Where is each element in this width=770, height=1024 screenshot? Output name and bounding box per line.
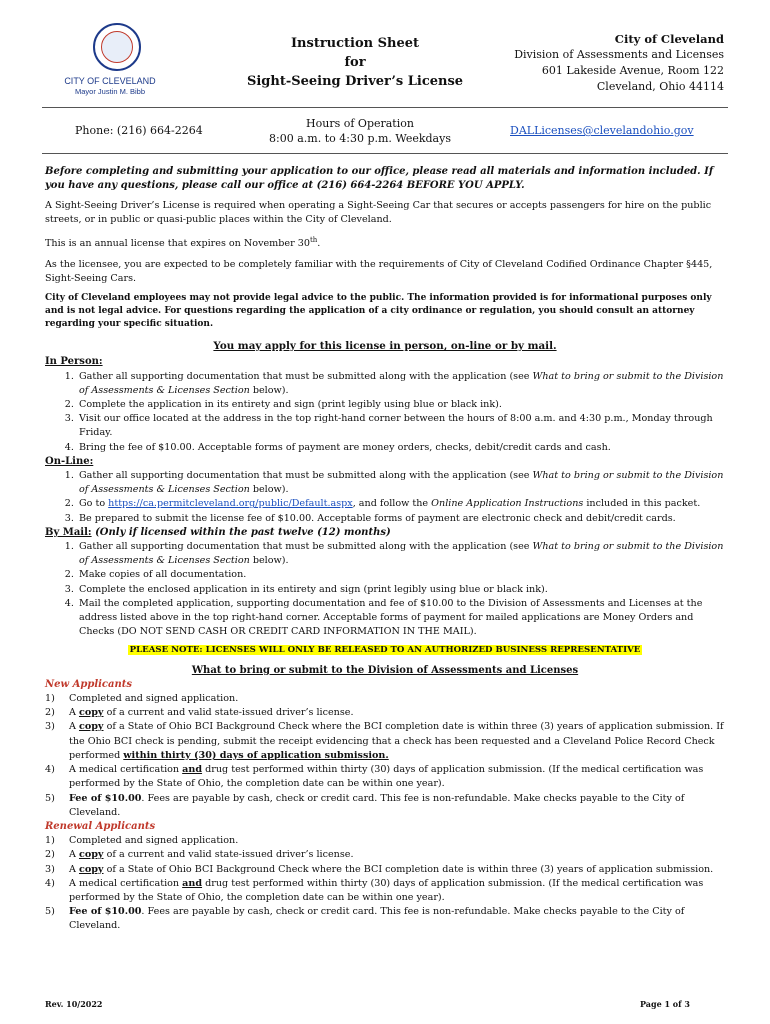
city-state-zip: Cleveland, Ohio 44114: [596, 80, 724, 93]
new-applicants-list: [45, 692, 725, 820]
city-name: CITY OF CLEVELAND: [64, 76, 156, 86]
ordinance-paragraph: As the licensee, you are expected to be completely familiar with the requirements of City of Cleveland Codified Ordinance Chapter §445, Sight-Seeing Cars.: [45, 258, 713, 284]
intro-paragraph: Before completing and submitting your application to our office, please read all materials and information included. If you have any questions, please call our office at (216) 664-2264 BEFORE YOU APPLY.: [45, 166, 714, 191]
title-line-3: Sight-Seeing Driver’s License: [246, 74, 464, 89]
in-person-heading: In Person:: [45, 356, 103, 368]
hours-value: 8:00 a.m. to 4:30 p.m. Weekdays: [269, 132, 451, 145]
in-person-steps: [45, 370, 725, 455]
list-item: 2) A copy of a current and valid state-issued driver’s license.: [45, 849, 354, 861]
list-item: 3) A copy of a State of Ohio BCI Background Check where the BCI completion date is within three (3) years of application submission. If the Ohio BCI check is pending, submit the receipt evidencing that a check has been requested and a Cleveland Police Record Check performed within thirty (30) days of application submission.: [45, 721, 724, 761]
hours-of-operation: [255, 116, 465, 146]
list-item: 2. Complete the application in its entirety and sign (print legibly using blue or black ink).: [77, 398, 725, 412]
document-title: [230, 34, 480, 91]
street-address: 601 Lakeside Avenue, Room 122: [541, 64, 724, 77]
hours-label: Hours of Operation: [306, 117, 414, 130]
city-seal-icon: [93, 23, 141, 71]
by-mail-steps: [45, 540, 725, 639]
org-name: City of Cleveland: [614, 32, 724, 46]
title-line-2: for: [344, 55, 366, 70]
list-item: 5) Fee of $10.00. Fees are payable by cash, check or credit card. This fee is non-refundable. Make checks payable to the City of Cleveland.: [45, 906, 685, 932]
mayor-name: Mayor Justin M. Bibb: [74, 87, 146, 96]
revision-date: Rev. 10/2022: [45, 999, 103, 1009]
list-item: 2) A copy of a current and valid state-issued driver’s license.: [45, 707, 354, 719]
legal-notice: City of Cleveland employees may not provide legal advice to the public. The information provided is for informational purposes only and is not legal advice. For questions regarding the application of a city ordinance or regulation, you should consult an attorney regarding your specific situation.: [45, 293, 712, 330]
list-item: 3. Be prepared to submit the license fee of $10.00. Acceptable forms of payment are electronic check and debit/credit cards.: [77, 512, 725, 526]
phone-number: Phone: (216) 664-2264: [75, 124, 203, 137]
release-notice: PLEASE NOTE: LICENSES WILL ONLY BE RELEASED TO AN AUTHORIZED BUSINESS REPRESENTATIVE: [129, 645, 641, 656]
email-link[interactable]: DALLicenses@clevelandohio.gov: [510, 124, 694, 137]
renewal-applicants-list: [45, 834, 725, 933]
what-to-bring-heading: What to bring or submit to the Division of Assessments and Licenses: [191, 664, 579, 676]
list-item: 3. Complete the enclosed application in its entirety and sign (print legibly using blue or black ink).: [77, 583, 725, 597]
list-item: 4) A medical certification and drug test performed within thirty (30) days of application submission. (If the medical certification was performed by the State of Ohio, the completion date can be within one year).: [45, 764, 704, 790]
seal-center: [101, 31, 133, 63]
new-applicants-heading: New Applicants: [45, 678, 133, 690]
license-requirement-paragraph: A Sight-Seeing Driver’s License is required when operating a Sight-Seeing Car that secures or accepts passengers for hire on the public streets, or in public or quasi-public places within the City of Cleveland.: [45, 200, 712, 226]
permit-portal-link[interactable]: https://ca.permitcleveland.org/public/Default.aspx: [108, 498, 353, 510]
apply-methods-heading: You may apply for this license in person, on-line or by mail.: [213, 340, 557, 353]
list-item: 2. Make copies of all documentation.: [77, 568, 725, 582]
list-item: 2. Go to https://ca.permitcleveland.org/public/Default.aspx, and follow the Online Application Instructions included in this packet.: [77, 497, 725, 511]
list-item: 1. Gather all supporting documentation that must be submitted along with the application (see What to bring or submit to the Division of Assessments & Licenses Section below).: [77, 540, 725, 568]
online-steps: [45, 469, 725, 526]
list-item: 5) Fee of $10.00. Fees are payable by cash, check or credit card. This fee is non-refundable. Make checks payable to the City of Cleveland.: [45, 792, 685, 818]
list-item: 1) Completed and signed application.: [45, 835, 239, 847]
contact-divider: [42, 153, 728, 154]
list-item: 4) A medical certification and drug test performed within thirty (30) days of application submission. (If the medical certification was performed by the State of Ohio, the completion date can be within one year).: [45, 877, 704, 903]
list-item: 1) Completed and signed application.: [45, 693, 239, 705]
list-item: 4. Mail the completed application, supporting documentation and fee of $10.00 to the Division of Assessments and Licenses at the address listed above in the top right-hand corner. Acceptable forms of payment for mailed applications are Money Orders and Checks (DO NOT SEND CASH OR CREDIT CARD INFORMATION IN THE MAIL).: [77, 597, 725, 640]
list-item: 3) A copy of a State of Ohio BCI Background Check where the BCI completion date is within three (3) years of application submission.: [45, 863, 714, 875]
list-item: 1. Gather all supporting documentation that must be submitted along with the application (see What to bring or submit to the Division of Assessments & Licenses Section below).: [77, 469, 725, 497]
office-address: [470, 31, 724, 95]
list-item: 1. Gather all supporting documentation that must be submitted along with the application (see What to bring or submit to the Division of Assessments & Licenses Section below).: [77, 370, 725, 398]
renewal-applicants-heading: Renewal Applicants: [45, 820, 156, 832]
document-body: [45, 165, 725, 934]
title-line-1: Instruction Sheet: [290, 36, 420, 51]
expiration-paragraph: This is an annual license that expires on November 30th.: [45, 236, 321, 250]
header-divider: [42, 107, 728, 108]
list-item: 3. Visit our office located at the address in the top right-hand corner between the hours of 8:00 a.m. and 4:30 p.m., Monday through Friday.: [77, 412, 725, 440]
by-mail-heading: By Mail: (Only if licensed within the past twelve (12) months): [45, 526, 391, 538]
page-number: Page 1 of 3: [640, 999, 690, 1009]
online-heading: On-Line:: [45, 455, 94, 467]
list-item: 4. Bring the fee of $10.00. Acceptable forms of payment are money orders, checks, debit/credit cards and cash.: [77, 441, 725, 455]
division-name: Division of Assessments and Licenses: [514, 48, 724, 61]
